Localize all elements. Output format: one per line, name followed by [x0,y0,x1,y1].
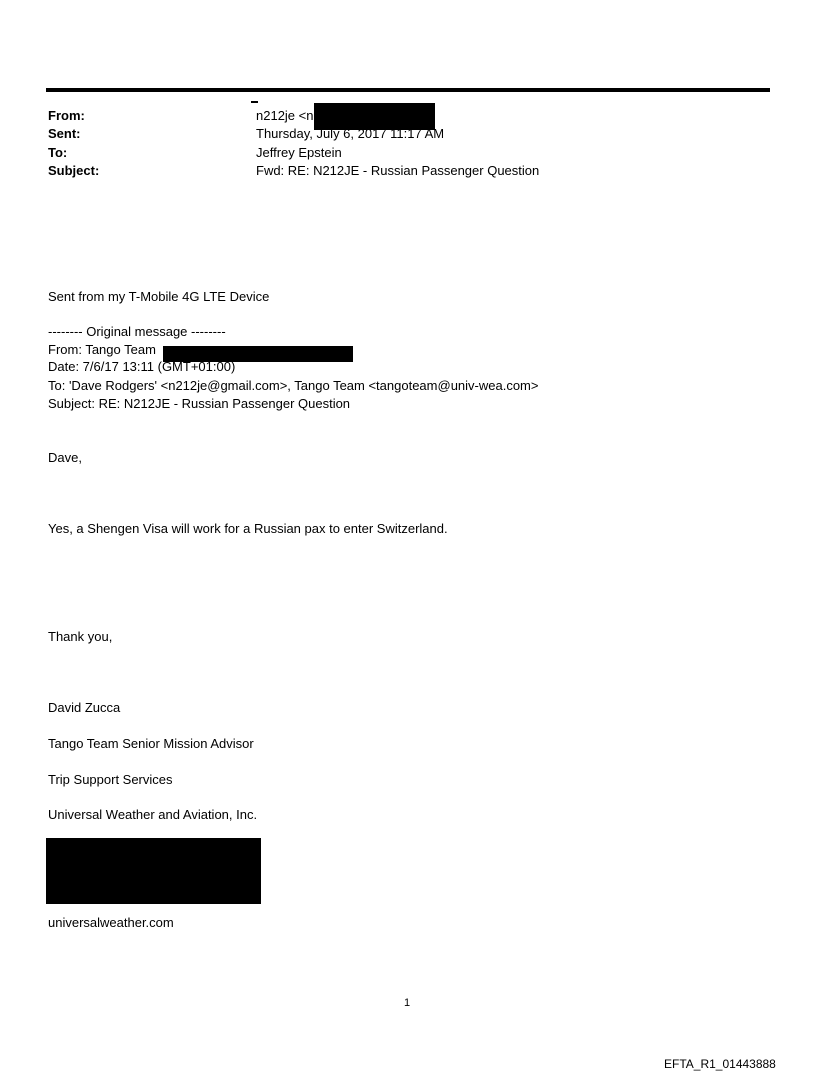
subject-value: Fwd: RE: N212JE - Russian Passenger Question [256,163,540,178]
greeting: Dave, [48,450,82,465]
sent-value: Thursday, July 6, 2017 11:17 AM [256,126,445,141]
header-tick-mark [251,101,258,103]
to-value: Jeffrey Epstein [256,145,342,160]
subject-label: Subject: [48,163,100,178]
original-to: To: 'Dave Rodgers' <n212je@gmail.com>, Tango Team <tangoteam@univ-wea.com> [48,378,539,393]
to-label: To: [48,145,68,160]
from-value: n212je <n [256,108,314,123]
signature-website: universalweather.com [48,915,174,930]
sent-label: Sent: [48,126,81,141]
original-subject: Subject: RE: N212JE - Russian Passenger Question [48,396,351,411]
closing: Thank you, [48,629,113,644]
document-id: EFTA_R1_01443888 [664,1057,776,1071]
redaction-signature-contact [46,838,261,904]
header-rule [46,88,770,92]
original-from: From: Tango Team [48,342,156,357]
from-label: From: [48,108,85,123]
original-date: Date: 7/6/17 13:11 (GMT+01:00) [48,359,236,374]
signature-company: Universal Weather and Aviation, Inc. [48,807,258,822]
signature-department: Trip Support Services [48,772,173,787]
signature-title: Tango Team Senior Mission Advisor [48,736,254,751]
message-text: Yes, a Shengen Visa will work for a Russian pax to enter Switzerland. [48,521,448,536]
original-message-divider: -------- Original message -------- [48,324,226,339]
device-signature: Sent from my T-Mobile 4G LTE Device [48,289,270,304]
page-number: 1 [404,997,411,1009]
signature-name: David Zucca [48,700,121,715]
